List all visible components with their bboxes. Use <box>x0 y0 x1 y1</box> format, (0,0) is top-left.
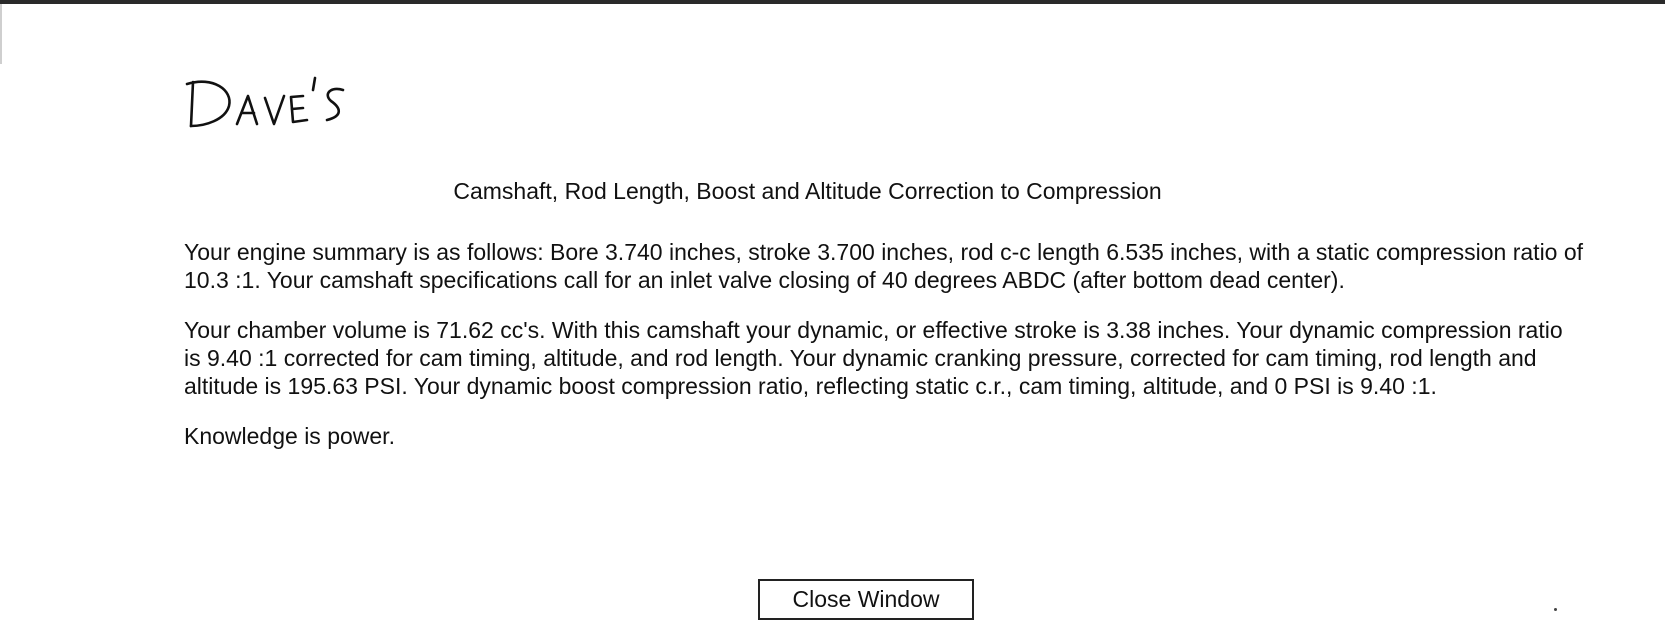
engine-summary-paragraph: Your engine summary is as follows: Bore 3.740 inches, stroke 3.700 inches, rod c-c length 6.535 inches, with a static compression ratio of 10.3 :1. Your camshaft specifications call for an inlet valve closing of 40 degrees ABDC (after bottom dead center). <box>184 239 1584 293</box>
window-left-edge <box>0 4 2 64</box>
window-top-border <box>0 0 1665 4</box>
handwritten-signature <box>185 68 360 140</box>
page-title: Camshaft, Rod Length, Boost and Altitude Correction to Compression <box>453 178 1162 204</box>
close-window-button[interactable]: Close Window <box>758 579 974 620</box>
compression-results-paragraph: Your chamber volume is 71.62 cc's. With this camshaft your dynamic, or effective stroke is 3.38 inches. Your dynamic compression ratio is 9.40 :1 corrected for cam timing, altitude, and rod length. Your dynamic cranking pressure, corrected for cam timing, rod length and altitude is 195.63 PSI. Your dynamic boost compression ratio, reflecting static c.r., cam timing, altitude, and 0 PSI is 9.40 :1. <box>184 317 1563 399</box>
scan-speck <box>1554 608 1557 611</box>
closing-remark: Knowledge is power. <box>184 423 395 449</box>
engine-summary <box>184 238 1584 472</box>
